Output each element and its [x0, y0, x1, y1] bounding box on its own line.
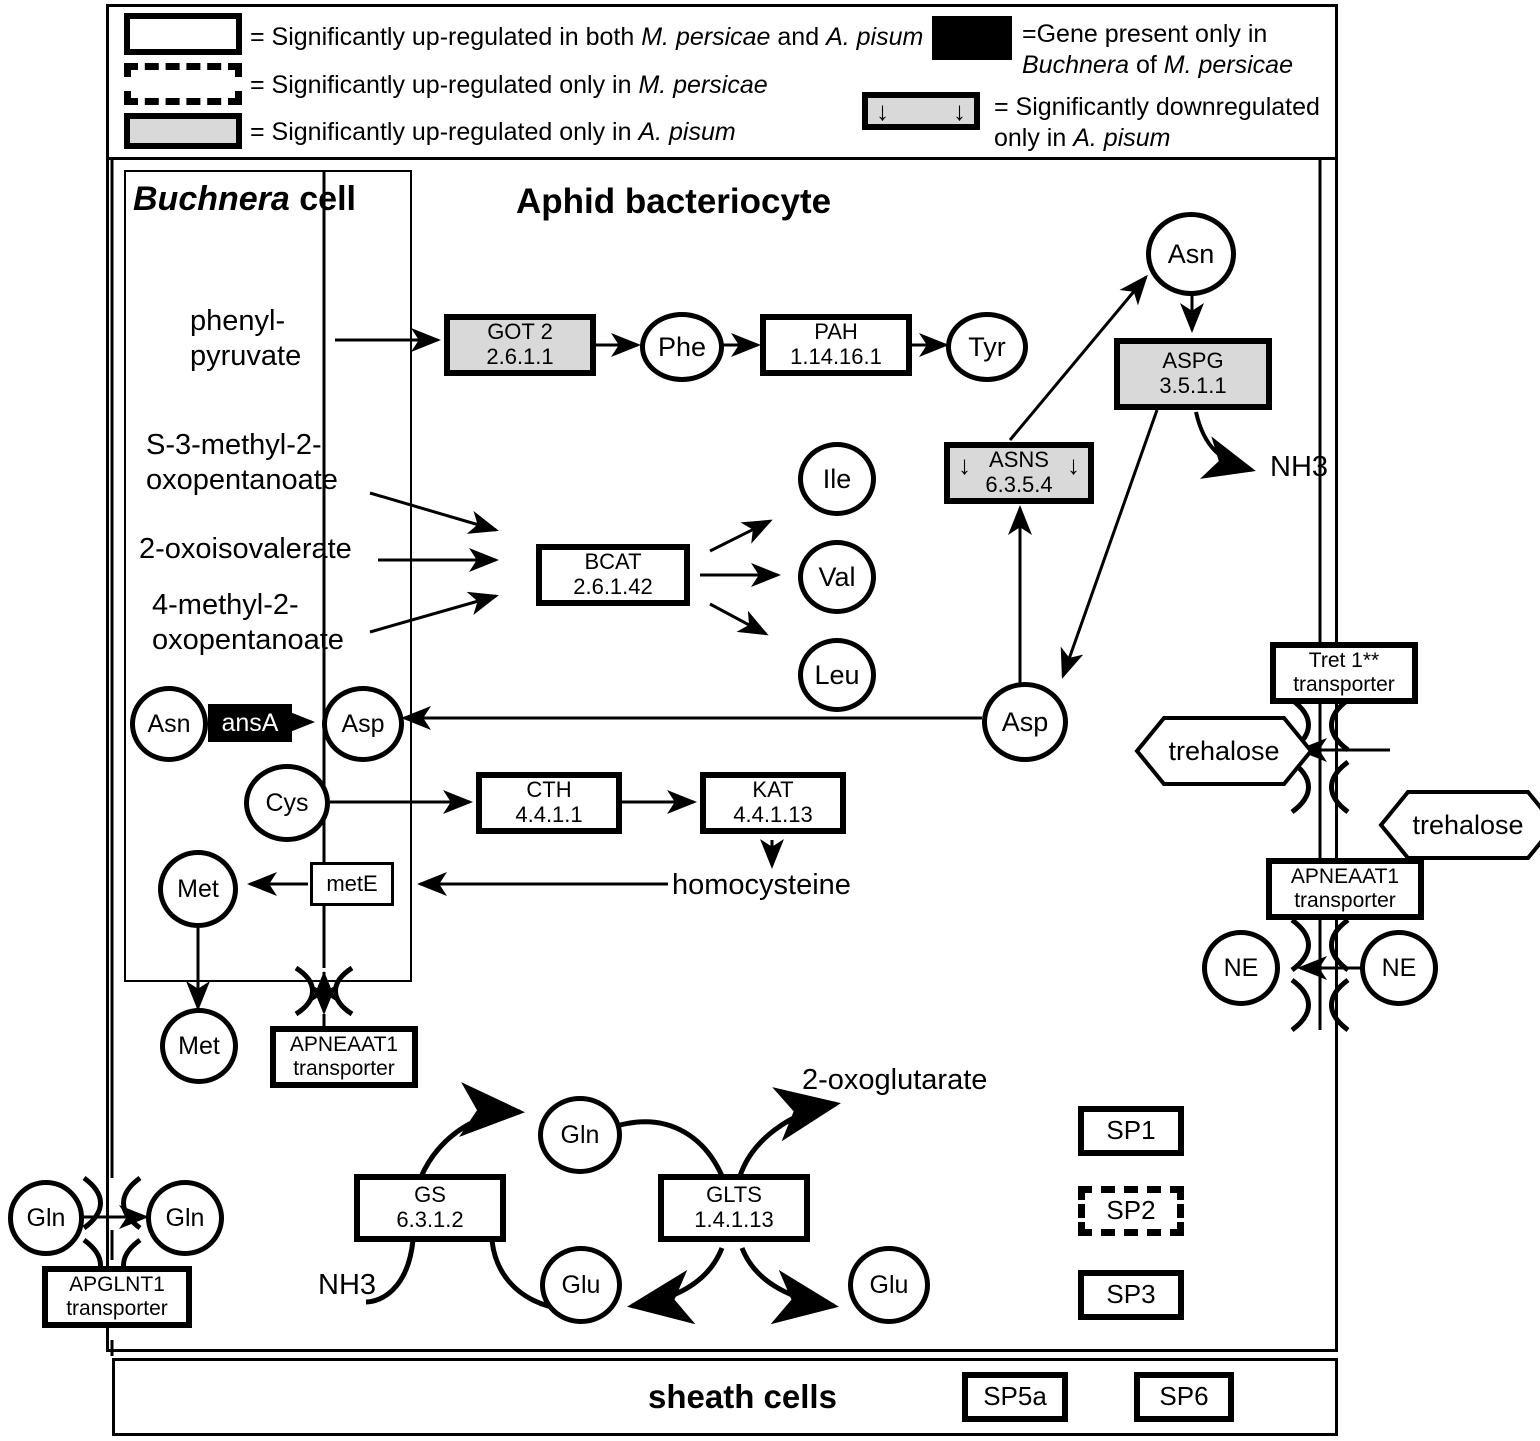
legend-grey-species: A. pisum	[638, 118, 736, 146]
sp-box-sp3[interactable]	[1078, 1270, 1184, 1320]
metabolite-cys[interactable]: Cys	[244, 764, 330, 842]
cth-ec: 4.4.1.1	[515, 802, 583, 827]
sp3-label: SP3	[1106, 1279, 1156, 1310]
methyl4-line2: oxopentanoate	[152, 623, 344, 656]
tret1-name: Tret 1**	[1308, 649, 1380, 673]
legend-label-solid	[250, 22, 930, 53]
down-arrow-icon-right: ↓	[953, 96, 966, 126]
metabolite-asn-cytosol[interactable]: Asn	[1146, 212, 1236, 296]
asns-ec: 6.3.5.4	[985, 472, 1053, 497]
enzyme-box-got2[interactable]	[444, 314, 596, 376]
ansa-name: ansA	[221, 709, 279, 737]
legend-black-text-a: =Gene present only in	[1022, 20, 1268, 48]
legend-swatch-grey	[124, 113, 242, 149]
buchnera-cell-word: cell	[289, 180, 356, 218]
sp5a-label: SP5a	[983, 1381, 1047, 1412]
enzyme-box-mete[interactable]	[310, 862, 394, 906]
enzyme-box-gs[interactable]	[354, 1174, 506, 1242]
enzyme-box-asns[interactable]	[944, 442, 1094, 504]
s3methyl-line1: S-3-methyl-2-	[146, 429, 322, 461]
legend-down-species: A. pisum	[1073, 123, 1171, 152]
apneaat1r-name: APNEAAT1	[1290, 865, 1400, 889]
trehalose-right-label: trehalose	[1412, 809, 1524, 840]
buchnera-cell-title	[133, 180, 356, 219]
legend-solid-species-a: M. persicae	[641, 23, 771, 51]
metabolite-asp-buchnera[interactable]: Asp	[322, 686, 404, 762]
asns-down-arrow-icon-left: ↓	[958, 450, 971, 480]
metabolite-asn-buchnera[interactable]: Asn	[130, 686, 208, 762]
enzyme-box-ansa[interactable]	[208, 704, 292, 742]
down-arrow-icon-left: ↓	[876, 96, 889, 126]
sp-box-sp6[interactable]	[1134, 1372, 1234, 1422]
buchnera-genus-label: Buchnera	[133, 180, 290, 218]
legend-dashed-species: M. persicae	[638, 71, 768, 99]
metabolite-glu-left[interactable]: Glu	[540, 1246, 622, 1324]
metabolite-val[interactable]: Val	[798, 540, 876, 614]
bcat-name: BCAT	[584, 549, 642, 575]
legend-label-dashed	[250, 70, 930, 101]
substrate-nh3-gs: NH3	[318, 1269, 377, 1301]
glts-name: GLTS	[706, 1182, 762, 1208]
legend-label-downregulated	[994, 92, 1344, 153]
legend-swatch-black	[932, 16, 1012, 60]
metabolite-trehalose-hemolymph[interactable]	[1378, 788, 1540, 862]
buchnera-cell-frame	[124, 170, 412, 982]
glts-ec: 1.4.1.13	[694, 1207, 774, 1232]
apneaat1r-sub: transporter	[1294, 889, 1396, 912]
got2-name: GOT 2	[487, 319, 553, 345]
metabolite-trehalose-cytosol[interactable]	[1134, 714, 1314, 788]
bacteriocyte-title: Aphid bacteriocyte	[516, 182, 832, 221]
legend-label-grey	[250, 117, 930, 148]
sp1-label: SP1	[1106, 1115, 1156, 1146]
legend-dashed-text-a: = Significantly up-regulated only in	[250, 71, 639, 99]
legend-solid-species-b: A. pisum	[826, 23, 924, 51]
methyl4-line1: 4-methyl-2-	[152, 589, 299, 621]
gs-name: GS	[414, 1182, 446, 1208]
kat-name: KAT	[752, 777, 794, 803]
substrate-homocysteine: homocysteine	[672, 869, 851, 901]
metabolite-leu[interactable]: Leu	[798, 638, 876, 712]
sp2-label: SP2	[1106, 1195, 1156, 1226]
enzyme-box-glts[interactable]	[658, 1174, 810, 1242]
metabolite-ne-cytosol[interactable]: NE	[1202, 930, 1280, 1006]
transporter-box-tret1[interactable]	[1270, 642, 1418, 704]
legend-solid-text-c: and	[770, 23, 827, 51]
metabolite-tyr[interactable]: Tyr	[946, 312, 1028, 382]
pah-ec: 1.14.16.1	[790, 344, 882, 369]
phenylpyruvate-line2: pyruvate	[190, 339, 302, 372]
apglnt1-sub: transporter	[66, 1297, 168, 1320]
sp-box-sp5a[interactable]	[962, 1372, 1068, 1422]
cth-name: CTH	[526, 777, 572, 803]
enzyme-box-aspg[interactable]	[1114, 338, 1272, 410]
legend-swatch-dashed	[124, 63, 242, 105]
metabolite-gln-hemolymph[interactable]: Gln	[8, 1180, 84, 1256]
enzyme-box-kat[interactable]	[700, 772, 846, 834]
enzyme-box-cth[interactable]	[476, 772, 622, 834]
sp-box-sp2[interactable]	[1078, 1186, 1184, 1236]
legend-grey-text-a: = Significantly up-regulated only in	[250, 118, 639, 146]
enzyme-box-pah[interactable]	[760, 314, 912, 376]
transporter-box-apglnt1[interactable]	[42, 1266, 192, 1328]
metabolite-gln-cycle[interactable]: Gln	[538, 1096, 622, 1174]
bcat-ec: 2.6.1.42	[573, 574, 653, 599]
apglnt1-name: APGLNT1	[69, 1273, 165, 1297]
substrate-phenylpyruvate	[190, 304, 301, 374]
legend-label-black	[1022, 19, 1352, 80]
mete-name: metE	[326, 870, 378, 896]
gs-ec: 6.3.1.2	[396, 1207, 464, 1232]
phenylpyruvate-line1: phenyl-	[190, 305, 286, 337]
metabolite-met-cytosol[interactable]: Met	[160, 1008, 238, 1084]
metabolite-phe[interactable]: Phe	[640, 312, 724, 382]
enzyme-box-bcat[interactable]	[536, 544, 690, 606]
transporter-box-apneaat1-buchnera[interactable]	[270, 1026, 418, 1088]
aspg-ec: 3.5.1.1	[1159, 373, 1227, 398]
metabolite-asp-cytosol[interactable]: Asp	[982, 682, 1068, 762]
asns-name: ASNS	[989, 447, 1049, 473]
apneaat1m-name: APNEAAT1	[289, 1033, 399, 1057]
legend-swatch-solid	[124, 13, 242, 55]
got2-ec: 2.6.1.1	[486, 344, 554, 369]
s3methyl-line2: oxopentanoate	[146, 463, 338, 496]
legend-black-species: M. persicae	[1163, 50, 1293, 79]
metabolite-ne-hemolymph[interactable]: NE	[1360, 930, 1438, 1006]
trehalose-left-label: trehalose	[1168, 735, 1280, 766]
substrate-4methyl2oxopentanoate	[152, 588, 344, 658]
legend-down-text-a: = Significantly downregulated	[994, 93, 1320, 121]
substrate-s3methyl2oxopentanoate	[146, 428, 338, 498]
asns-down-arrow-icon-right: ↓	[1067, 450, 1080, 480]
legend-swatch-downregulated	[862, 92, 980, 130]
metabolite-met-buchnera[interactable]: Met	[158, 850, 238, 928]
pah-name: PAH	[814, 319, 858, 345]
product-nh3-aspg: NH3	[1270, 451, 1329, 483]
legend-black-text-c: of	[1129, 50, 1164, 79]
sheath-cells-title: sheath cells	[648, 1378, 837, 1415]
metabolite-ile[interactable]: Ile	[798, 442, 876, 516]
aspg-name: ASPG	[1162, 348, 1224, 374]
metabolite-glu-right[interactable]: Glu	[848, 1246, 930, 1324]
legend-down-text-b: only in	[994, 123, 1074, 152]
tret1-sub: transporter	[1293, 673, 1395, 696]
metabolite-gln-cytosol[interactable]: Gln	[146, 1180, 224, 1256]
kat-ec: 4.4.1.13	[733, 802, 813, 827]
apneaat1m-sub: transporter	[293, 1057, 395, 1080]
substrate-2-oxoglutarate: 2-oxoglutarate	[802, 1064, 988, 1096]
sp6-label: SP6	[1159, 1381, 1209, 1412]
legend-solid-text-a: = Significantly up-regulated in both	[250, 23, 642, 51]
transporter-box-apneaat1-right[interactable]	[1266, 858, 1424, 920]
substrate-2-oxoisovalerate: 2-oxoisovalerate	[139, 533, 352, 565]
legend-black-genus: Buchnera	[1022, 50, 1130, 79]
sp-box-sp1[interactable]	[1078, 1106, 1184, 1156]
